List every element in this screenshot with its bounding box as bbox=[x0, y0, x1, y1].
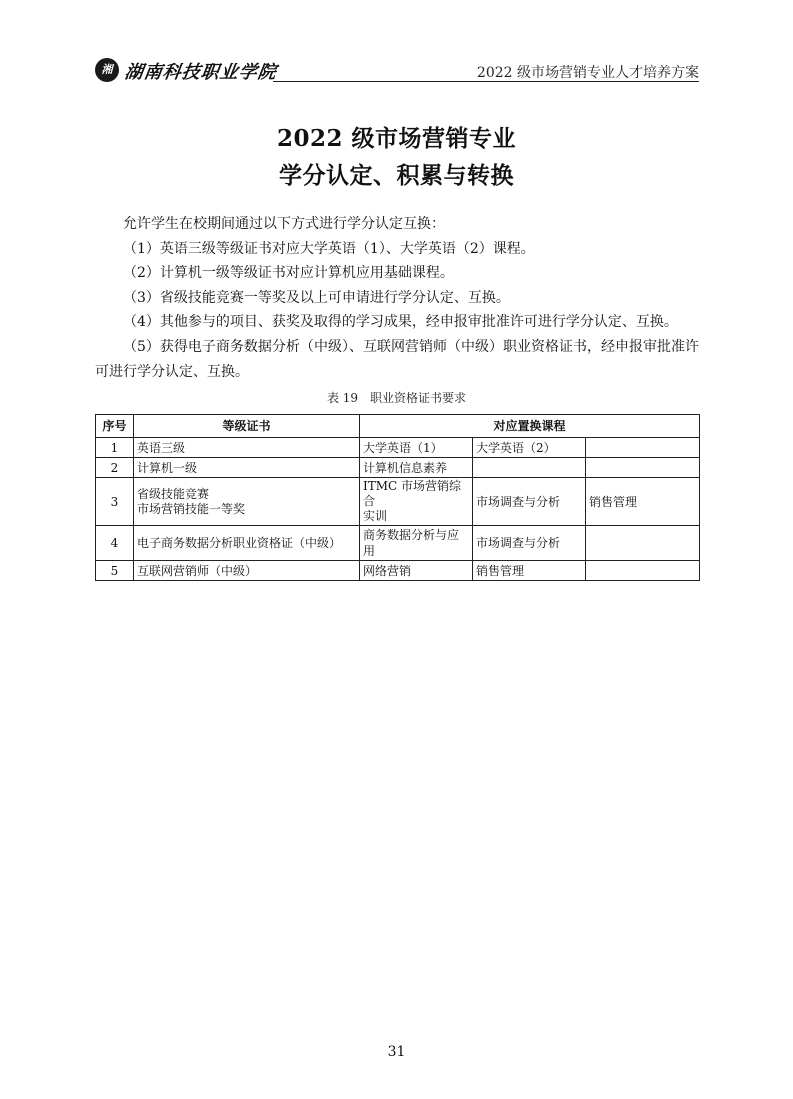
row-number: 4 bbox=[96, 526, 134, 561]
intro-section bbox=[95, 212, 699, 384]
course-cell bbox=[586, 526, 700, 561]
column-header-no: 序号 bbox=[96, 415, 134, 438]
certificate-cell: 电子商务数据分析职业资格证（中级） bbox=[134, 526, 360, 561]
table-caption: 表 19 职业资格证书要求 bbox=[326, 391, 467, 405]
row-number: 5 bbox=[96, 561, 134, 581]
page-number: 31 bbox=[387, 1044, 406, 1060]
column-header-certificate: 等级证书 bbox=[134, 415, 360, 438]
table-row bbox=[96, 438, 700, 458]
table-row bbox=[96, 526, 700, 561]
course-cell: 计算机信息素养 bbox=[360, 458, 473, 478]
certificate-cell: 英语三级 bbox=[134, 438, 360, 458]
course-cell bbox=[586, 458, 700, 478]
course-cell: 市场调查与分析 bbox=[473, 478, 586, 526]
page-header bbox=[95, 56, 699, 84]
table-row bbox=[96, 478, 700, 526]
intro-paragraph: （5）获得电子商务数据分析（中级）、互联网营销师（中级）职业资格证书，经申报审批准许可进行学分认定、互换。 bbox=[95, 338, 699, 380]
header-divider bbox=[273, 81, 699, 82]
course-line: ITMC 市场营销综合 bbox=[363, 479, 462, 508]
table-row bbox=[96, 458, 700, 478]
course-cell: 大学英语（2） bbox=[473, 438, 586, 458]
course-cell: 大学英语（1） bbox=[360, 438, 473, 458]
course-cell: 网络营销 bbox=[360, 561, 473, 581]
certificate-cell: 互联网营销师（中级） bbox=[134, 561, 360, 581]
certificate-table bbox=[95, 414, 700, 581]
intro-paragraph: 允许学生在校期间通过以下方式进行学分认定互换： bbox=[123, 216, 445, 232]
row-number: 1 bbox=[96, 438, 134, 458]
page-title-line1: 2022 级市场营销专业 bbox=[276, 125, 517, 152]
course-cell bbox=[586, 438, 700, 458]
course-cell: 销售管理 bbox=[473, 561, 586, 581]
intro-paragraph: （4）其他参与的项目、获奖及取得的学习成果，经申报审批准许可进行学分认定、互换。 bbox=[123, 314, 678, 331]
college-seal-icon: 湘 bbox=[95, 58, 119, 82]
course-cell bbox=[586, 561, 700, 581]
course-line: 实训 bbox=[363, 509, 388, 523]
course-cell bbox=[473, 458, 586, 478]
intro-paragraph: （3）省级技能竞赛一等奖及以上可申请进行学分认定、互换。 bbox=[123, 289, 510, 306]
certificate-cell: 计算机一级 bbox=[134, 458, 360, 478]
certificate-line: 市场营销技能一等奖 bbox=[137, 501, 246, 516]
course-cell: 商务数据分析与应用 bbox=[360, 526, 473, 561]
intro-paragraph: （2）计算机一级等级证书对应计算机应用基础课程。 bbox=[123, 265, 454, 282]
page-title-line2: 学分认定、积累与转换 bbox=[279, 162, 514, 189]
course-cell: 销售管理 bbox=[586, 478, 700, 526]
header-document-title: 2022 级市场营销专业人才培养方案 bbox=[476, 65, 699, 81]
college-logo-text: 湖南科技职业学院 bbox=[123, 62, 279, 83]
row-number: 3 bbox=[96, 478, 134, 526]
certificate-cell bbox=[134, 478, 360, 526]
intro-paragraph: （1）英语三级等级证书对应大学英语（1）、大学英语（2）课程。 bbox=[123, 240, 535, 257]
row-number: 2 bbox=[96, 458, 134, 478]
course-cell: 市场调查与分析 bbox=[473, 526, 586, 561]
table-header-row bbox=[96, 415, 700, 438]
course-cell bbox=[360, 478, 473, 526]
table-row bbox=[96, 561, 700, 581]
certificate-line: 省级技能竞赛 bbox=[137, 486, 210, 501]
column-header-courses: 对应置换课程 bbox=[360, 415, 700, 438]
